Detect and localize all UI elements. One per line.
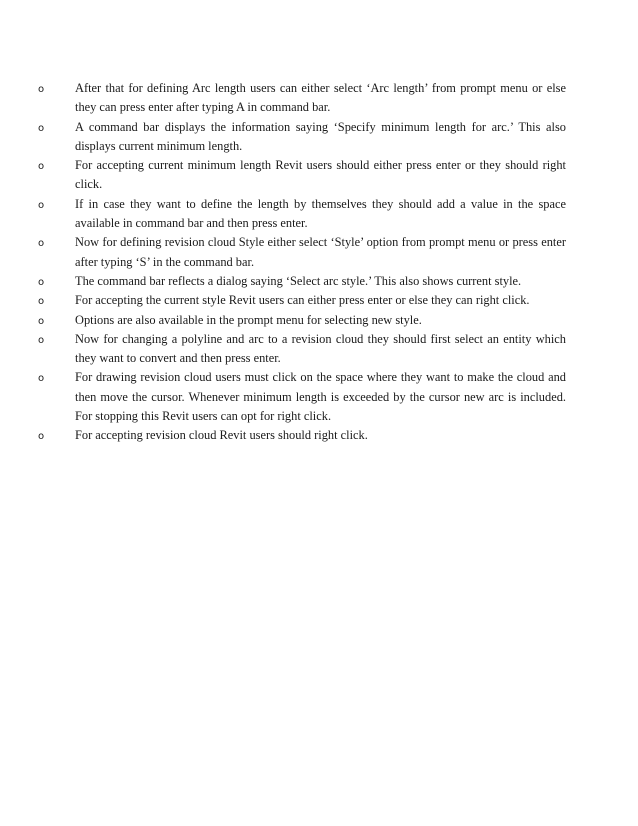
list-item (38, 233, 566, 272)
list-item-text: For accepting the current style Revit users can either press enter or else they can right click. (75, 293, 530, 308)
list-item-text: Now for changing a polyline and arc to a revision cloud they should first select an entity which they want to convert and then press enter. (75, 331, 566, 366)
list-item (38, 272, 566, 291)
bullet-marker: o (38, 296, 45, 308)
list-item-text: For accepting current minimum length Revit users should either press enter or they should right click. (75, 158, 566, 192)
list-item-text: A command bar displays the information saying ‘Specify minimum length for arc.’ This also displays current minimum length. (75, 119, 566, 153)
list-item (38, 195, 566, 234)
bullet-marker: o (38, 161, 45, 173)
list-item-text: If in case they want to define the length by themselves they should add a value in the space available in command bar and then press enter. (75, 196, 566, 231)
bullet-marker: o (38, 199, 45, 211)
list-item (38, 156, 566, 195)
list-item (38, 311, 566, 330)
list-item (38, 291, 566, 310)
list-item (38, 118, 566, 157)
list-item (38, 426, 566, 445)
bullet-marker: o (38, 334, 45, 346)
bullet-marker: o (38, 315, 45, 327)
list-item-text: Options are also available in the prompt menu for selecting new style. (75, 312, 422, 327)
list-item-text: Now for defining revision cloud Style either select ‘Style’ option from prompt menu or press enter after typing ‘S’ in the command bar. (75, 235, 566, 269)
list-item (38, 79, 566, 118)
bullet-marker: o (38, 431, 45, 443)
bullet-marker: o (38, 84, 45, 95)
list-item-text: After that for defining Arc length users can either select ‘Arc length’ from prompt menu or else they can press enter after typing A in command bar. (75, 81, 566, 115)
list-item-text: For accepting revision cloud Revit users should right click. (75, 428, 368, 443)
bullet-marker: o (38, 238, 45, 250)
bullet-marker: o (38, 122, 45, 134)
list-item-text: For drawing revision cloud users must click on the space where they want to make the cloud and then move the cursor. Whenever minimum length is exceeded by the cursor new arc is included. For stopping this Revit users can opt for right click. (75, 370, 566, 424)
bullet-marker: o (38, 276, 45, 288)
list-item (38, 368, 566, 426)
list-item (38, 330, 566, 369)
list-item-text: The command bar reflects a dialog saying ‘Select arc style.’ This also shows current style. (75, 273, 522, 288)
bullet-marker: o (38, 373, 45, 385)
bullet-list (38, 79, 566, 446)
